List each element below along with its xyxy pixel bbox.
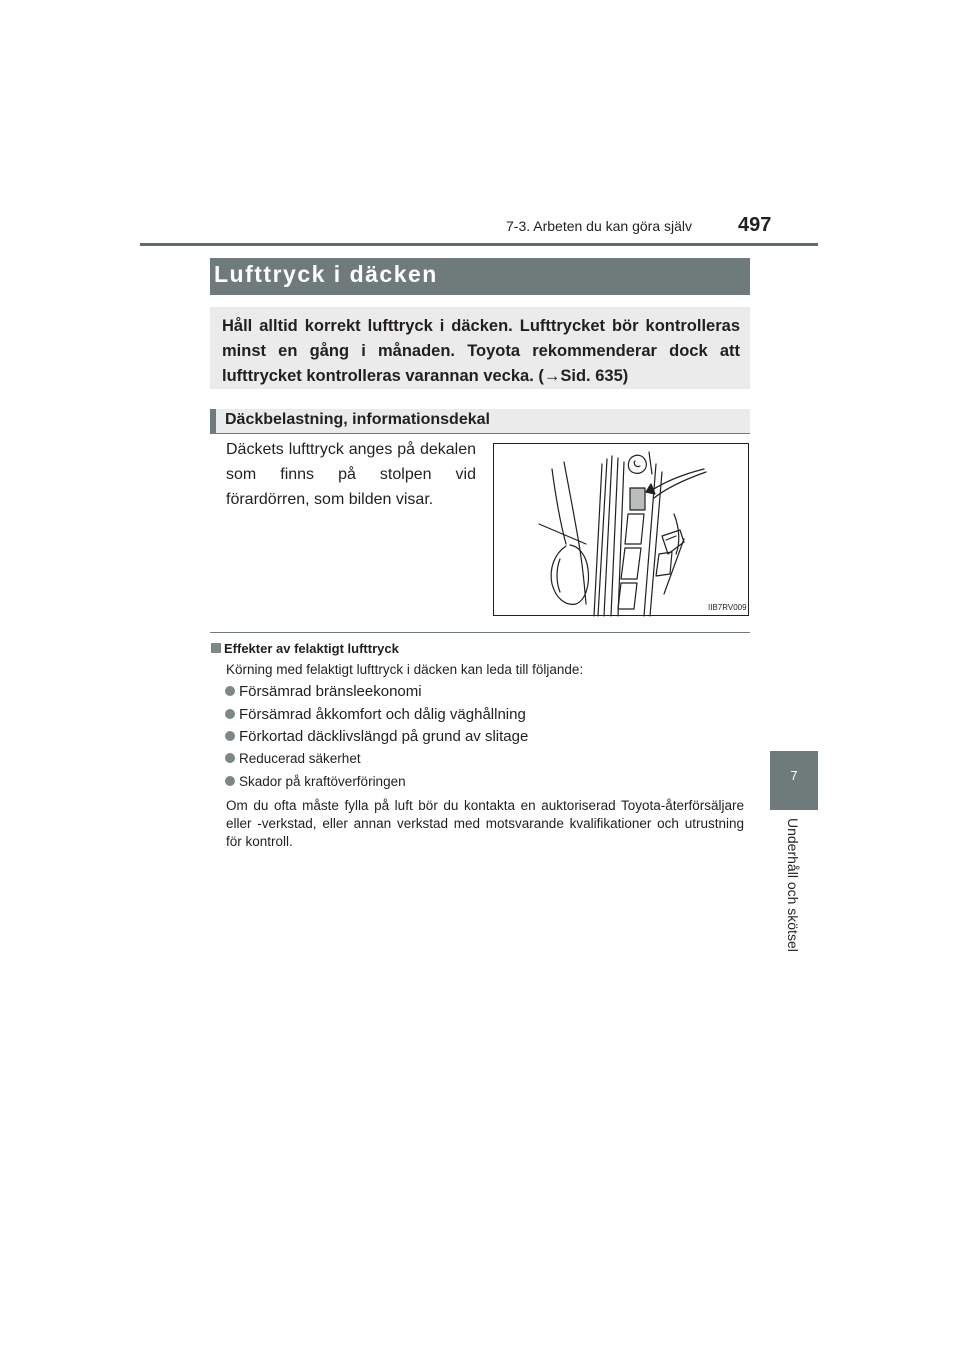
list-item-text: Försämrad bränsleekonomi <box>239 683 422 700</box>
body-paragraph: Däckets lufttryck anges på dekalen som finns på stolpen vid förardörren, som bilden visar. <box>226 441 476 508</box>
page-title: Lufttryck i däcken <box>214 261 438 287</box>
chapter-tab-number: 7 <box>790 768 798 783</box>
bullet-dot-icon <box>225 776 235 786</box>
chapter-tab-title-text: Underhåll och skötsel <box>785 818 801 952</box>
list-item-text: Försämrad åkkomfort och dålig väghållning <box>239 706 526 723</box>
effects-heading-text: Effekter av felaktigt lufttryck <box>224 641 399 656</box>
bullet-dot-icon <box>225 731 235 741</box>
bullet-dot-icon <box>225 753 235 763</box>
list-item-text: Reducerad säkerhet <box>239 751 361 766</box>
running-header-section: 7-3. Arbeten du kan göra själv <box>506 218 693 234</box>
bullet-dot-icon <box>225 709 235 719</box>
subheading-accent <box>210 409 216 434</box>
list-item <box>225 728 528 745</box>
list-item-text: Förkortad däcklivslängd på grund av slitage <box>239 728 529 745</box>
closing-paragraph: Om du ofta måste fylla på luft bör du kontakta en auktoriserad Toyota-återförsäljare eller -verkstad, eller annan verkstad med motsvarande kvalifikationer och utrustning för kontroll. <box>226 798 744 849</box>
door-pillar-illustration <box>493 443 749 616</box>
figure-code: IIB7RV009 <box>708 603 747 612</box>
effects-heading <box>211 641 399 656</box>
bullet-dot-icon <box>225 686 235 696</box>
page-number: 497 <box>738 214 772 236</box>
intro-text: Håll alltid korrekt lufttryck i däcken. Lufttrycket bör kontrolleras minst en gång i månaden. Toyota rekommenderar dock att lufttrycket kontrolleras varannan vecka. (→Sid. 635) <box>222 317 740 385</box>
subheading: Däckbelastning, informationsdekal <box>225 411 490 428</box>
list-item <box>225 751 361 766</box>
door-pillar-drawing <box>494 444 750 617</box>
square-bullet-icon <box>211 643 221 653</box>
list-item <box>225 683 422 700</box>
subheading-rule <box>210 433 750 434</box>
list-item <box>225 774 406 789</box>
list-item-text: Skador på kraftöverföringen <box>239 774 406 789</box>
header-rule <box>140 243 818 246</box>
list-item <box>225 706 526 723</box>
effects-intro: Körning med felaktigt lufttryck i däcken kan leda till följande: <box>226 662 584 677</box>
section-rule <box>210 632 750 633</box>
